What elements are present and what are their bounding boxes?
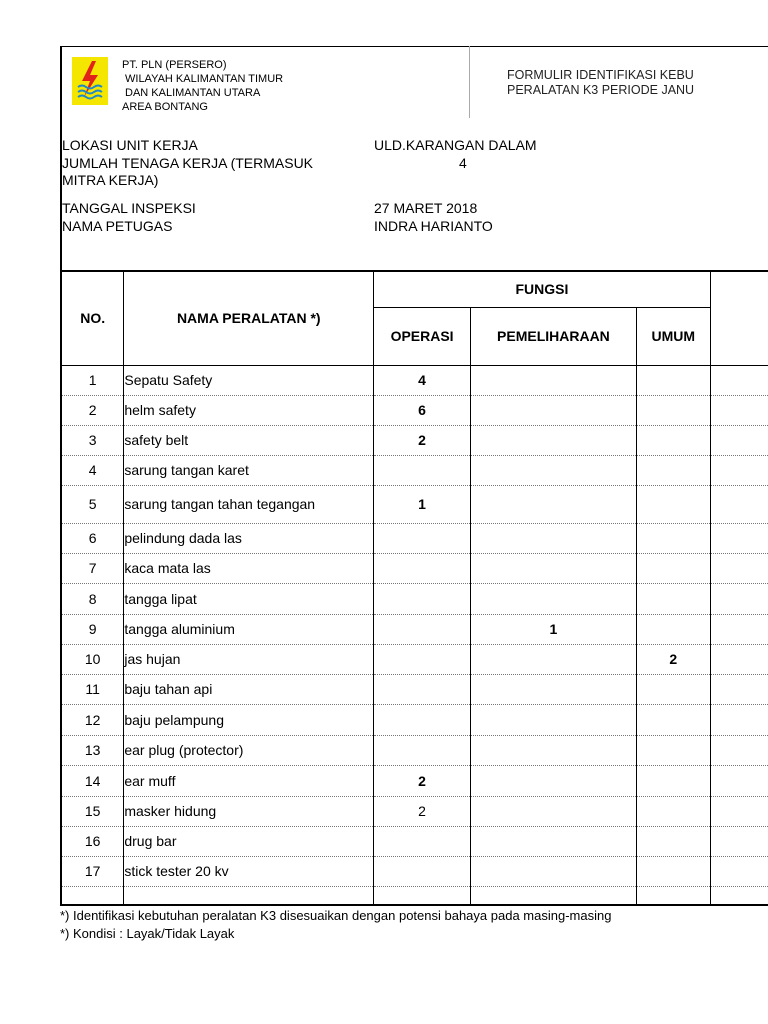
cell-umum: [636, 826, 710, 856]
cell-operasi: [374, 674, 471, 704]
table-row: [61, 614, 768, 644]
cell-spacer: [710, 425, 768, 455]
cell-pemeliharaan: [471, 674, 637, 704]
header-spacer: [710, 271, 768, 307]
cell-umum: 2: [636, 644, 710, 674]
cell-spacer: [710, 523, 768, 553]
cell-pemeliharaan: [471, 523, 637, 553]
cell-operasi: 2: [374, 765, 471, 796]
cell-nama: kaca mata las: [124, 553, 374, 583]
cell-no: 17: [61, 856, 124, 886]
cell-no: 3: [61, 425, 124, 455]
cell-umum: [636, 425, 710, 455]
cell-spacer: [710, 704, 768, 735]
table-row: [61, 856, 768, 886]
pln-logo-icon: [72, 57, 108, 105]
cell-pemeliharaan: [471, 644, 637, 674]
cell-operasi: [374, 523, 471, 553]
cell-umum: [636, 523, 710, 553]
cell-operasi: [374, 886, 471, 905]
cell-nama: sarung tangan karet: [124, 455, 374, 485]
cell-no: 5: [61, 485, 124, 523]
cell-spacer: [710, 796, 768, 826]
cell-spacer: [710, 614, 768, 644]
header-operasi: OPERASI: [374, 307, 471, 365]
cell-operasi: 1: [374, 485, 471, 523]
company-name: [122, 58, 283, 114]
cell-pemeliharaan: [471, 455, 637, 485]
cell-umum: [636, 856, 710, 886]
cell-spacer: [710, 674, 768, 704]
jumlah-label: JUMLAH TENAGA KERJA (TERMASUK: [62, 155, 314, 171]
cell-no: 10: [61, 644, 124, 674]
table-row: [61, 674, 768, 704]
cell-nama: Sepatu Safety: [124, 365, 374, 395]
cell-nama: ear muff: [124, 765, 374, 796]
cell-nama: helm safety: [124, 395, 374, 425]
company-line: PT. PLN (PERSERO): [122, 59, 227, 71]
cell-nama: stick tester 20 kv: [124, 856, 374, 886]
table-row: [61, 886, 768, 905]
header-nama: NAMA PERALATAN *): [124, 271, 374, 365]
cell-operasi: 2: [374, 796, 471, 826]
cell-no: 15: [61, 796, 124, 826]
table-row: [61, 425, 768, 455]
cell-nama: baju pelampung: [124, 704, 374, 735]
table-row: [61, 583, 768, 614]
cell-nama: masker hidung: [124, 796, 374, 826]
table-row: [61, 826, 768, 856]
table-row: [61, 455, 768, 485]
cell-pemeliharaan: [471, 796, 637, 826]
cell-operasi: [374, 735, 471, 765]
cell-operasi: [374, 553, 471, 583]
cell-spacer: [710, 365, 768, 395]
cell-spacer: [710, 455, 768, 485]
table-row: [61, 704, 768, 735]
cell-pemeliharaan: [471, 583, 637, 614]
cell-no: 1: [61, 365, 124, 395]
footnote-identifikasi: *) Identifikasi kebutuhan peralatan K3 disesuaikan dengan potensi bahaya pada masing-masing: [60, 908, 612, 923]
cell-pemeliharaan: [471, 485, 637, 523]
cell-no: 4: [61, 455, 124, 485]
cell-spacer: [710, 485, 768, 523]
cell-umum: [636, 735, 710, 765]
company-line: AREA BONTANG: [122, 101, 208, 113]
header-pemeliharaan: PEMELIHARAAN: [471, 307, 637, 365]
jumlah-value: 4: [459, 155, 467, 171]
cell-operasi: [374, 455, 471, 485]
cell-no: [61, 886, 124, 905]
form-title: [507, 68, 694, 98]
cell-umum: [636, 796, 710, 826]
tanggal-label: TANGGAL INSPEKSI: [62, 200, 196, 216]
cell-nama: tangga lipat: [124, 583, 374, 614]
cell-nama: jas hujan: [124, 644, 374, 674]
cell-umum: [636, 765, 710, 796]
cell-spacer: [710, 765, 768, 796]
table-row: [61, 765, 768, 796]
cell-spacer: [710, 583, 768, 614]
cell-no: 6: [61, 523, 124, 553]
petugas-value: INDRA HARIANTO: [374, 218, 493, 234]
cell-operasi: 4: [374, 365, 471, 395]
cell-spacer: [710, 735, 768, 765]
cell-no: 2: [61, 395, 124, 425]
cell-operasi: [374, 826, 471, 856]
cell-umum: [636, 886, 710, 905]
cell-no: 16: [61, 826, 124, 856]
cell-operasi: [374, 644, 471, 674]
cell-operasi: [374, 856, 471, 886]
cell-pemeliharaan: [471, 765, 637, 796]
cell-spacer: [710, 856, 768, 886]
header-no: NO.: [61, 271, 124, 365]
cell-umum: [636, 583, 710, 614]
table-row: [61, 553, 768, 583]
table-row: [61, 523, 768, 553]
cell-pemeliharaan: [471, 395, 637, 425]
equipment-table: [60, 270, 768, 906]
table-row: [61, 395, 768, 425]
footnote-kondisi: *) Kondisi : Layak/Tidak Layak: [60, 926, 235, 941]
table-body: [61, 365, 768, 905]
cell-operasi: [374, 614, 471, 644]
company-line: DAN KALIMANTAN UTARA: [125, 87, 261, 99]
cell-operasi: [374, 583, 471, 614]
cell-operasi: 2: [374, 425, 471, 455]
cell-pemeliharaan: 1: [471, 614, 637, 644]
form-title-line: PERALATAN K3 PERIODE JANU: [507, 83, 695, 97]
form-title-line: FORMULIR IDENTIFIKASI KEBU: [507, 68, 694, 82]
cell-umum: [636, 395, 710, 425]
lokasi-value: ULD.KARANGAN DALAM: [374, 137, 537, 153]
cell-nama: drug bar: [124, 826, 374, 856]
table-row: [61, 644, 768, 674]
cell-pemeliharaan: [471, 856, 637, 886]
cell-umum: [636, 614, 710, 644]
cell-umum: [636, 674, 710, 704]
table-row: [61, 365, 768, 395]
cell-nama: [124, 886, 374, 905]
cell-operasi: 6: [374, 395, 471, 425]
header-divider: [469, 46, 470, 118]
cell-no: 14: [61, 765, 124, 796]
header-fungsi: FUNGSI: [374, 271, 711, 307]
cell-spacer: [710, 395, 768, 425]
cell-no: 8: [61, 583, 124, 614]
cell-umum: [636, 455, 710, 485]
petugas-label: NAMA PETUGAS: [62, 218, 173, 234]
cell-umum: [636, 365, 710, 395]
cell-spacer: [710, 553, 768, 583]
cell-nama: tangga aluminium: [124, 614, 374, 644]
cell-nama: sarung tangan tahan tegangan: [124, 485, 374, 523]
cell-umum: [636, 553, 710, 583]
cell-pemeliharaan: [471, 553, 637, 583]
cell-no: 11: [61, 674, 124, 704]
cell-pemeliharaan: [471, 365, 637, 395]
cell-no: 9: [61, 614, 124, 644]
cell-spacer: [710, 826, 768, 856]
cell-pemeliharaan: [471, 735, 637, 765]
header-umum: UMUM: [636, 307, 710, 365]
cell-spacer: [710, 644, 768, 674]
cell-umum: [636, 485, 710, 523]
cell-umum: [636, 704, 710, 735]
header-spacer: [710, 307, 768, 365]
cell-operasi: [374, 704, 471, 735]
cell-pemeliharaan: [471, 826, 637, 856]
tanggal-value: 27 MARET 2018: [374, 200, 478, 216]
cell-nama: ear plug (protector): [124, 735, 374, 765]
cell-pemeliharaan: [471, 425, 637, 455]
company-line: WILAYAH KALIMANTAN TIMUR: [125, 73, 284, 85]
jumlah-label-cont: MITRA KERJA): [62, 172, 159, 188]
cell-nama: pelindung dada las: [124, 523, 374, 553]
cell-no: 12: [61, 704, 124, 735]
cell-pemeliharaan: [471, 886, 637, 905]
table-row: [61, 735, 768, 765]
table-row: [61, 796, 768, 826]
cell-no: 7: [61, 553, 124, 583]
cell-nama: baju tahan api: [124, 674, 374, 704]
cell-no: 13: [61, 735, 124, 765]
table-row: [61, 485, 768, 523]
cell-nama: safety belt: [124, 425, 374, 455]
cell-pemeliharaan: [471, 704, 637, 735]
cell-spacer: [710, 886, 768, 905]
lokasi-label: LOKASI UNIT KERJA: [62, 137, 198, 153]
